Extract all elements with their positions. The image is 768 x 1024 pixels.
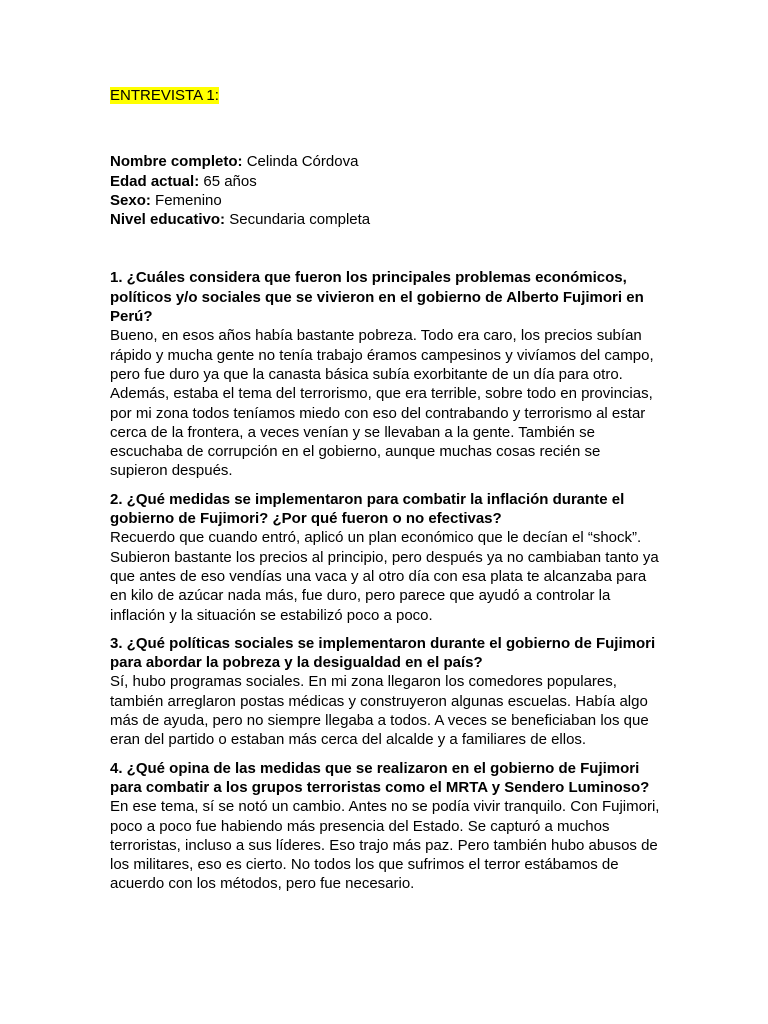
question-text: 4. ¿Qué opina de las medidas que se realizaron en el gobierno de Fujimori para combatir a los grupos terroristas como el MRTA y Sendero Luminoso?: [110, 759, 650, 796]
question-text: 2. ¿Qué medidas se implementaron para combatir la inflación durante el gobierno de Fujimori? ¿Por qué fueron o no efectivas?: [110, 490, 625, 528]
interview-title: [110, 86, 662, 105]
document-page: [110, 86, 662, 903]
profile-value: Celinda Córdova: [246, 153, 359, 171]
answer-text: Sí, hubo programas sociales. En mi zona llegaron los comedores populares, también arreglaron postas médicas y construyeron algunas escuelas. Había algo más de ayuda, pero no siempre llegaba a todos. A veces se beneficiaban los que eran del partido o estaban más cerca del alcalde y a familiares de ellos.: [110, 673, 649, 749]
question-list: [110, 268, 662, 893]
profile-value: Secundaria completa: [229, 211, 371, 229]
answer-text: En ese tema, sí se notó un cambio. Antes no se podía vivir tranquilo. Con Fujimori, poco a poco fue habiendo más presencia del Estado. Se capturó a muchos terroristas, incluso a sus líderes. Eso trajo más paz. Pero también hubo abusos de los militares, eso es cierto. No todos los que sufrimos el terror estábamos de acuerdo con los métodos, pero fue necesario.: [110, 798, 660, 893]
qa-item-4: [110, 759, 662, 894]
profile-label: Nombre completo:: [110, 153, 243, 171]
qa-item-1: [110, 268, 662, 480]
answer-text: Recuerdo que cuando entró, aplicó un plan económico que le decían el “shock”. Subieron bastante los precios al principio, pero después ya no cambiaban tanto ya que antes de eso vendías una vaca y al otro día con esa plata te alcanzaba para en kilo de azúcar nada más, fue duro, pero parece que ayudó a controlar la inflación y la situación se estabilizó poco a poco.: [110, 529, 659, 624]
profile-label: Sexo:: [110, 191, 151, 209]
answer-text: Bueno, en esos años había bastante pobreza. Todo era caro, los precios subían rápido y mucha gente no tenía trabajo éramos campesinos y vivíamos del campo, pero fue duro ya que la canasta básica subía exorbitante de un día para otro. Además, estaba el tema del terrorismo, que era terrible, sobre todo en provincias, por mi zona todos teníamos miedo con eso del contrabando y terrorismo al estar cerca de la frontera, a veces venían y se llevaban a la gente. También se escuchaba de corrupción en el gobierno, aunque muchas cosas recién se supieron después.: [110, 327, 654, 480]
question-text: 1. ¿Cuáles considera que fueron los principales problemas económicos, políticos y/o sociales que se vivieron en el gobierno de Alberto Fujimori en Perú?: [110, 269, 644, 326]
qa-item-2: [110, 490, 662, 625]
profile-label: Edad actual:: [110, 172, 200, 190]
qa-item-3: [110, 634, 662, 750]
profile-value: 65 años: [203, 172, 257, 190]
title-highlight: ENTREVISTA 1:: [110, 87, 219, 104]
profile-age: [110, 172, 662, 191]
profile-value: Femenino: [155, 191, 222, 209]
profile-education: [110, 210, 662, 229]
profile-label: Nivel educativo:: [110, 211, 226, 229]
respondent-profile: [110, 152, 662, 229]
question-text: 3. ¿Qué políticas sociales se implementaron durante el gobierno de Fujimori para abordar la pobreza y la desigualdad en el país?: [110, 634, 656, 672]
profile-full-name: [110, 152, 662, 171]
profile-sex: [110, 191, 662, 210]
